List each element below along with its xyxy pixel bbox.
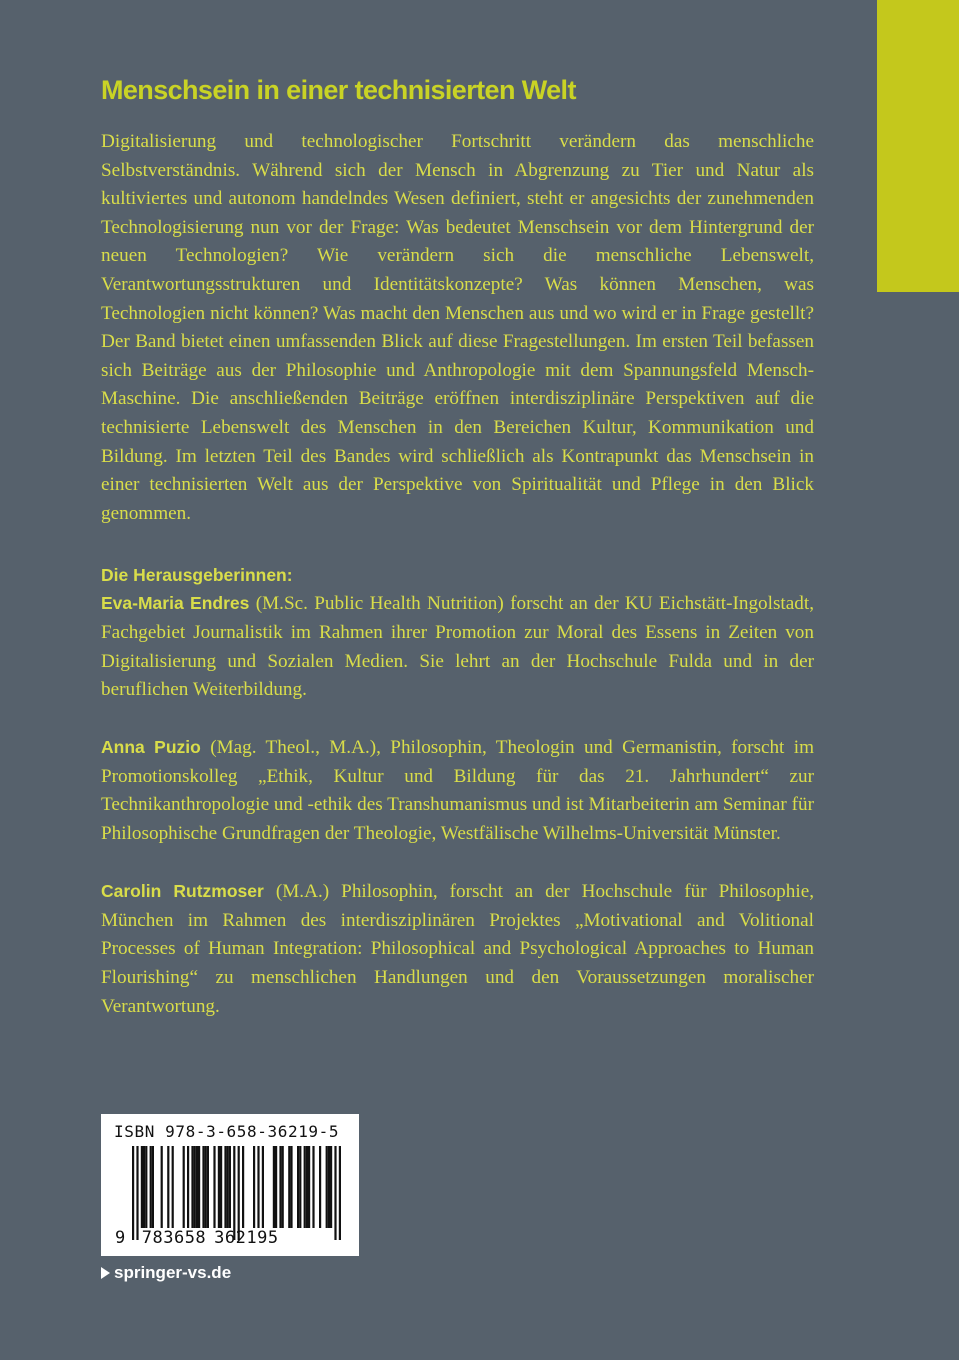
barcode-bar: [306, 1146, 308, 1228]
barcode-bar: [282, 1146, 284, 1228]
barcode-bar: [224, 1146, 226, 1228]
barcode-bar: [312, 1146, 314, 1228]
editors-heading: Die Herausgeberinnen:: [101, 565, 293, 586]
barcode-bar: [273, 1146, 275, 1228]
barcode-bar: [334, 1146, 336, 1240]
barcode-bar: [187, 1146, 189, 1228]
barcode-bar: [196, 1146, 198, 1228]
barcode-bar: [233, 1146, 235, 1240]
barcode-bar: [161, 1146, 163, 1228]
editor-bio: [101, 733, 814, 848]
editor-bio-text: (M.Sc. Public Health Nutrition) forscht an der KU Eichstätt-Ingolstadt, Fachgebiet Journalistik im Rahmen ihrer Promotion zur Moral des Essens in Zeiten von Digitalisierung und Sozialen Medien. Sie lehrt an der Hochschule Fulda und in der beruflichen Weiterbildung.: [101, 593, 815, 701]
website-text: springer-vs.de: [114, 1263, 232, 1282]
isbn-left-digits: 783658: [141, 1228, 207, 1248]
barcode-bar: [205, 1146, 207, 1228]
barcode-bar: [299, 1146, 301, 1228]
barcode-bar: [326, 1146, 328, 1228]
publisher-website[interactable]: [101, 1261, 231, 1285]
isbn-barcode-box: [101, 1114, 359, 1256]
editor-name: Eva-Maria Endres: [101, 593, 250, 614]
barcode-bar: [275, 1146, 277, 1228]
barcode-bar: [339, 1146, 341, 1240]
barcode-bar: [288, 1146, 290, 1228]
barcode-bar: [330, 1146, 332, 1228]
editor-bio: [101, 877, 814, 1021]
barcode-bar: [143, 1146, 145, 1228]
barcode-bar: [145, 1146, 147, 1228]
barcode-bar: [257, 1146, 259, 1228]
barcode-bar: [328, 1146, 330, 1228]
barcode-bar: [150, 1146, 152, 1228]
editor-bio-text: (M.A.) Philosophin, forscht an der Hochschule für Philosophie, München im Rahmen des interdisziplinären Projektes „Motivational and Volitional Processes of Human Integration: Philosophical and Psychological Approaches to Human Flourishing“ zu menschlichen Handlungen und den Voraussetzungen moralischer Verantwortung.: [101, 881, 815, 1017]
barcode-bar: [279, 1146, 281, 1228]
isbn-right-digits: 362195: [214, 1228, 279, 1248]
barcode-bar: [136, 1146, 138, 1240]
back-cover-content: [101, 72, 814, 1021]
barcode-bar: [227, 1146, 229, 1228]
barcode-bar: [308, 1146, 310, 1228]
barcode-bar: [194, 1146, 196, 1228]
barcode-bar: [141, 1146, 143, 1228]
barcode-bar: [304, 1146, 306, 1228]
barcode-bar: [172, 1146, 174, 1228]
barcode-bar: [229, 1146, 231, 1228]
barcode-bar: [152, 1146, 154, 1228]
barcode-bar: [297, 1146, 299, 1228]
barcode-bar: [191, 1146, 193, 1228]
book-title: Menschsein in einer technisierten Welt: [101, 75, 576, 105]
barcode-bar: [218, 1146, 220, 1228]
isbn-first-digit: 9: [115, 1228, 126, 1248]
barcode-bar: [319, 1146, 321, 1228]
barcode-bar: [198, 1146, 200, 1228]
barcode-bar: [220, 1146, 222, 1228]
barcode-bar: [290, 1146, 292, 1228]
editor-bio-text: (Mag. Theol., M.A.), Philosophin, Theologin und Germanistin, forscht im Promotionskolleg „Ethik, Kultur und Bildung für das 21. Jahrhundert“ zur Technikanthropologie und -ethik des Transhumanismus und ist Mitarbeiterin am Seminar für Philosophische Grundfragen der Theologie, Westfälische Wilhelms-Universität Münster.: [101, 737, 814, 845]
editor-bio: [101, 589, 814, 704]
editor-name: Carolin Rutzmoser: [101, 881, 264, 902]
barcode-bar: [167, 1146, 169, 1228]
isbn-label: ISBN 978-3-658-36219-5: [114, 1122, 340, 1141]
barcode-bar: [242, 1146, 244, 1228]
barcode-bar: [213, 1146, 215, 1228]
barcode-bar: [207, 1146, 209, 1228]
editor-name: Anna Puzio: [101, 737, 201, 758]
barcode-bar: [202, 1146, 204, 1228]
accent-bar: [877, 0, 959, 292]
book-description: Digitalisierung und technologischer Fortschritt verändern das menschliche Selbstverständnis. Während sich der Mensch in Abgrenzung zu Tier und Natur als kultiviertes und autonom handelndes Wesen definiert, steht er angesichts der zunehmenden Technologisierung nun vor der Frage: Was bedeutet Menschsein vor dem Hintergrund der neuen Technologien? Wie verändern sich die menschliche Lebenswelt, Verantwortungsstrukturen und Identitätskonzepte? Was können Menschen, was Technologien nicht können? Was macht den Menschen aus und wo wird er in Frage gestellt? Der Band bietet einen umfassenden Blick auf diese Fragestellungen. Im ersten Teil befassen sich Beiträge aus der Philosophie und Anthropologie mit dem Spannungsfeld Mensch-Maschine. Die anschließenden Beiträge eröffnen interdisziplinäre Perspektiven auf die technisierte Lebenswelt des Menschen in den Bereichen Kultur, Kommunikation und Bildung. Im letzten Teil des Bandes wird schließlich als Kontrapunkt das Menschsein in einer technisierten Welt aus der Perspektive von Spiritualität und Pflege in den Blick genommen.: [101, 131, 814, 524]
barcode-bar: [183, 1146, 185, 1228]
barcode-bar: [238, 1146, 240, 1240]
barcode-bar: [132, 1146, 134, 1240]
barcode-bar: [262, 1146, 264, 1228]
isbn-digits: [115, 1228, 279, 1248]
arrow-right-icon: [101, 1267, 110, 1279]
barcode-bar: [253, 1146, 255, 1228]
